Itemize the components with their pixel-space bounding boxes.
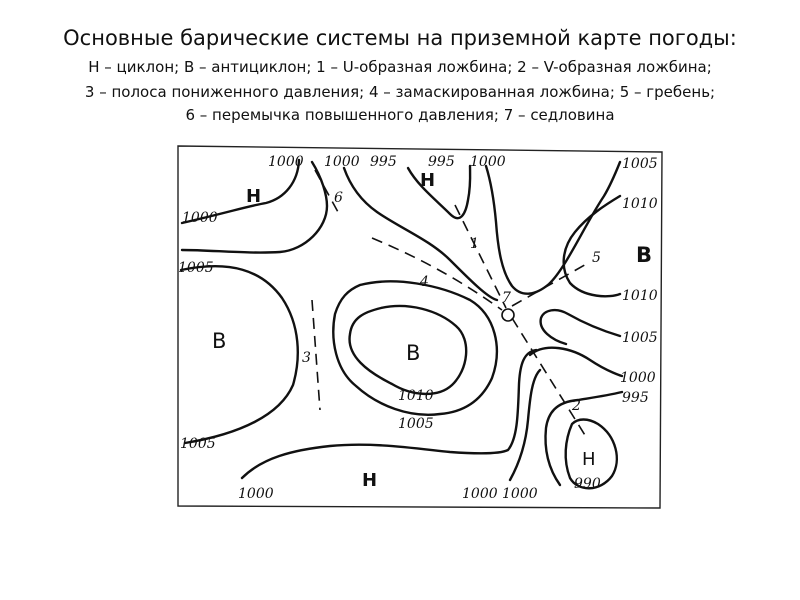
axis-5-ridge — [512, 262, 590, 306]
isobar-top-995 — [408, 166, 470, 218]
axis-label-2: 2 — [572, 398, 581, 414]
isobar-left-high-1005 — [181, 266, 298, 443]
axis-number-labels — [302, 190, 601, 414]
label-995: 995 — [622, 390, 649, 406]
trough-ridge-axes — [312, 170, 590, 440]
isobar-bottom-1005-left — [242, 350, 536, 478]
label-990: 990 — [574, 476, 601, 492]
axis-label-1: 1 — [470, 236, 479, 252]
label-1000: 1000 — [324, 154, 360, 170]
label-1005: 1005 — [180, 436, 216, 452]
isobar-right-ridge-1010 — [564, 196, 620, 296]
cyclone-label: Н — [582, 449, 596, 470]
label-1005: 1005 — [622, 156, 658, 172]
isobars — [181, 160, 622, 488]
label-1000: 1000 — [268, 154, 304, 170]
caption-legend-line-2: 3 – полоса пониженного давления; 4 – замаскированная ложбина; 5 – гребень; — [84, 83, 716, 101]
axis-label-5: 5 — [592, 250, 601, 266]
pressure-system-labels — [212, 170, 652, 491]
label-995: 995 — [370, 154, 397, 170]
axis-1-u-trough — [455, 205, 506, 308]
label-1000: 1000 — [462, 486, 498, 502]
axis-label-4: 4 — [420, 274, 429, 290]
isobar-top-1000-east — [486, 162, 620, 294]
label-1000: 1000 — [470, 154, 506, 170]
label-1010: 1010 — [622, 196, 658, 212]
anticyclone-label: В — [212, 329, 227, 353]
label-1000: 1000 — [502, 486, 538, 502]
saddle-point-marker — [502, 309, 514, 321]
isobar-right-1005 — [541, 310, 620, 344]
label-995: 995 — [428, 154, 455, 170]
label-1005: 1005 — [178, 260, 214, 276]
label-1010: 1010 — [398, 388, 434, 404]
axis-label-3: 3 — [302, 350, 311, 366]
axis-label-7: 7 — [502, 290, 511, 306]
axis-3-low-pressure-band — [312, 300, 320, 410]
label-1000: 1000 — [182, 210, 218, 226]
cyclone-label: Н — [420, 170, 436, 191]
isobar-right-1000 — [530, 348, 622, 376]
cyclone-label: Н — [246, 186, 262, 207]
isobar-bottom-1000-right — [510, 370, 540, 480]
label-1005: 1005 — [622, 330, 658, 346]
caption-title: Основные барические системы на приземной карте погоды: — [63, 26, 737, 50]
anticyclone-label: В — [406, 341, 421, 365]
isobar-top-1000-left — [182, 162, 327, 253]
anticyclone-label: В — [636, 243, 653, 267]
label-1005: 1005 — [398, 416, 434, 432]
caption-legend-line-3: 6 – перемычка повышенного давления; 7 – седловина — [185, 106, 615, 124]
label-1000: 1000 — [238, 486, 274, 502]
label-1000: 1000 — [620, 370, 656, 386]
caption-legend-line-1: Н – циклон; В – антициклон; 1 – U-образная ложбина; 2 – V-образная ложбина; — [88, 58, 712, 76]
cyclone-label: Н — [362, 470, 378, 491]
label-1010: 1010 — [622, 288, 658, 304]
axis-label-6: 6 — [334, 190, 343, 206]
